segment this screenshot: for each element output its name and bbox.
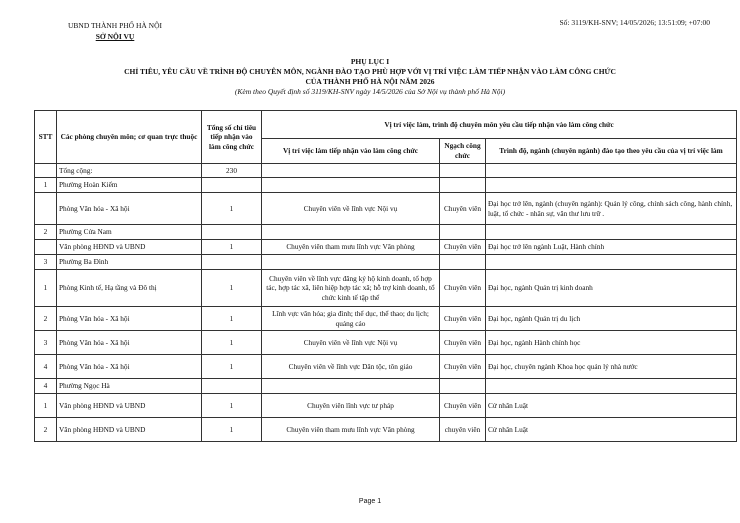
row-stt (35, 193, 57, 225)
total-label: Tổng cộng: (57, 164, 202, 178)
row-count: 1 (202, 394, 262, 418)
table-row (35, 418, 737, 442)
table-row (35, 331, 737, 355)
row-requirement: Đại học, ngành Quản trị du lịch (486, 307, 737, 331)
section-name: Phường Cửa Nam (57, 225, 202, 240)
empty-cell (262, 255, 440, 270)
empty-cell (202, 379, 262, 394)
section-name: Phường Hoàn Kiếm (57, 178, 202, 193)
row-count: 1 (202, 307, 262, 331)
row-stt (35, 240, 57, 255)
header-requirement: Trình độ, ngành (chuyên ngành) đào tạo theo yêu cầu của vị trí việc làm (486, 139, 737, 164)
empty-cell (262, 178, 440, 193)
row-rank: Chuyên viên (440, 193, 486, 225)
empty-cell (202, 255, 262, 270)
empty-cell (262, 225, 440, 240)
table-row (35, 355, 737, 379)
row-requirement: Cử nhân Luật (486, 394, 737, 418)
header-position-group: Vị trí việc làm, trình độ chuyên môn yêu cầu tiếp nhận vào làm công chức (262, 111, 737, 139)
empty-cell (262, 164, 440, 178)
empty-cell (486, 178, 737, 193)
header-rank: Ngạch công chức (440, 139, 486, 164)
empty-cell (440, 178, 486, 193)
row-rank: Chuyên viên (440, 331, 486, 355)
row-position: Chuyên viên tham mưu lĩnh vực Văn phòng (262, 240, 440, 255)
row-department: Phòng Kinh tế, Hạ tầng và Đô thị (57, 270, 202, 307)
section-header-row (35, 379, 737, 394)
row-position: Chuyên viên về lĩnh vực đăng ký hộ kinh doanh, tổ hợp tác, hợp tác xã, liên hiệp hợp tác xã; hỗ trợ kinh doanh, tổ chức kinh tế tập thể (262, 270, 440, 307)
section-name: Phường Ba Đình (57, 255, 202, 270)
row-rank: Chuyên viên (440, 394, 486, 418)
row-requirement: Đại học trở lên ngành Luật, Hành chính (486, 240, 737, 255)
row-count: 1 (202, 331, 262, 355)
empty-cell (486, 164, 737, 178)
row-count: 1 (202, 193, 262, 225)
row-count: 1 (202, 355, 262, 379)
row-department: Phòng Văn hóa - Xã hội (57, 355, 202, 379)
decision-reference: (Kèm theo Quyết định số 3119/KH-SNV ngày 14/5/2026 của Sở Nội vụ thành phố Hà Nội) (234, 87, 506, 96)
section-header-row (35, 178, 737, 193)
row-position: Chuyên viên tham mưu lĩnh vực Văn phòng (262, 418, 440, 442)
row-stt: 4 (35, 355, 57, 379)
section-stt: 2 (35, 225, 57, 240)
org-name: UBND THÀNH PHỐ HÀ NỘI (67, 21, 163, 30)
section-stt: 4 (35, 379, 57, 394)
row-stt: 2 (35, 307, 57, 331)
total-value: 230 (202, 164, 262, 178)
section-header-row (35, 225, 737, 240)
header-stt: STT (35, 111, 57, 164)
row-stt: 3 (35, 331, 57, 355)
row-rank: Chuyên viên (440, 240, 486, 255)
row-stt: 2 (35, 418, 57, 442)
row-rank: chuyên viên (440, 418, 486, 442)
table-row (35, 394, 737, 418)
row-stt: 1 (35, 270, 57, 307)
issuing-authority (40, 20, 190, 42)
row-department: Phòng Văn hóa - Xã hội (57, 307, 202, 331)
row-rank: Chuyên viên (440, 355, 486, 379)
row-rank: Chuyên viên (440, 270, 486, 307)
row-department: Văn phòng HĐND và UBND (57, 418, 202, 442)
department-name: SỞ NỘI VỤ (95, 32, 135, 41)
main-title: CHỈ TIÊU, YÊU CẦU VỀ TRÌNH ĐỘ CHUYÊN MÔN, NGÀNH ĐÀO TẠO PHÙ HỢP VỚI VỊ TRÍ VIỆC LÀM TIẾP NHẬN VÀO LÀM CÔNG CHỨC (124, 67, 616, 76)
row-position: Chuyên viên về lĩnh vực Nội vụ (262, 331, 440, 355)
section-stt: 3 (35, 255, 57, 270)
row-requirement: Đại học, ngành Quản trị kinh doanh (486, 270, 737, 307)
main-title-continued: CỦA THÀNH PHỐ HÀ NỘI NĂM 2026 (305, 77, 435, 86)
section-header-row (35, 255, 737, 270)
document-reference: Số: 3119/KH-SNV; 14/05/2026; 13:51:09; +07:00 (559, 18, 710, 27)
table-row (35, 270, 737, 307)
total-row (35, 164, 737, 178)
table-row (35, 307, 737, 331)
row-count: 1 (202, 418, 262, 442)
document-title-block (0, 57, 740, 97)
empty-cell (440, 379, 486, 394)
empty-cell (440, 255, 486, 270)
row-requirement: Cử nhân Luật (486, 418, 737, 442)
row-stt: 1 (35, 394, 57, 418)
table-row (35, 240, 737, 255)
empty-cell (486, 255, 737, 270)
row-requirement: Đại học trở lên, ngành (chuyên ngành): Quản lý công, chính sách công, hành chính, luật, tổ chức - nhân sự, văn thư lưu trữ . (486, 193, 737, 225)
header-department: Các phòng chuyên môn; cơ quan trực thuộc (57, 111, 202, 164)
recruitment-table (34, 110, 737, 442)
table-body (35, 164, 737, 442)
row-position: Chuyên viên về lĩnh vực Dân tộc, tôn giáo (262, 355, 440, 379)
page-number: Page 1 (358, 498, 382, 505)
row-count: 1 (202, 240, 262, 255)
empty-cell (202, 225, 262, 240)
row-requirement: Đại học, chuyên ngành Khoa học quản lý nhà nước (486, 355, 737, 379)
row-count: 1 (202, 270, 262, 307)
row-position: Lĩnh vực văn hóa; gia đình; thể dục, thể thao; du lịch; quảng cáo (262, 307, 440, 331)
row-department: Phòng Văn hóa - Xã hội (57, 193, 202, 225)
header-total: Tổng số chỉ tiêu tiếp nhận vào làm công chức (202, 111, 262, 164)
empty-cell (202, 178, 262, 193)
appendix-title: PHỤ LỤC I (350, 57, 390, 66)
row-requirement: Đại học, ngành Hành chính học (486, 331, 737, 355)
empty-cell (262, 379, 440, 394)
row-department: Phòng Văn hóa - Xã hội (57, 331, 202, 355)
row-department: Văn phòng HĐND và UBND (57, 240, 202, 255)
row-position: Chuyên viên về lĩnh vực Nội vụ (262, 193, 440, 225)
section-name: Phường Ngọc Hà (57, 379, 202, 394)
section-stt: 1 (35, 178, 57, 193)
empty-cell (440, 164, 486, 178)
total-stt (35, 164, 57, 178)
row-department: Văn phòng HĐND và UBND (57, 394, 202, 418)
empty-cell (440, 225, 486, 240)
empty-cell (486, 225, 737, 240)
row-rank: Chuyên viên (440, 307, 486, 331)
empty-cell (486, 379, 737, 394)
table-row (35, 193, 737, 225)
header-position: Vị trí việc làm tiếp nhận vào làm công chức (262, 139, 440, 164)
row-position: Chuyên viên lĩnh vực tư pháp (262, 394, 440, 418)
